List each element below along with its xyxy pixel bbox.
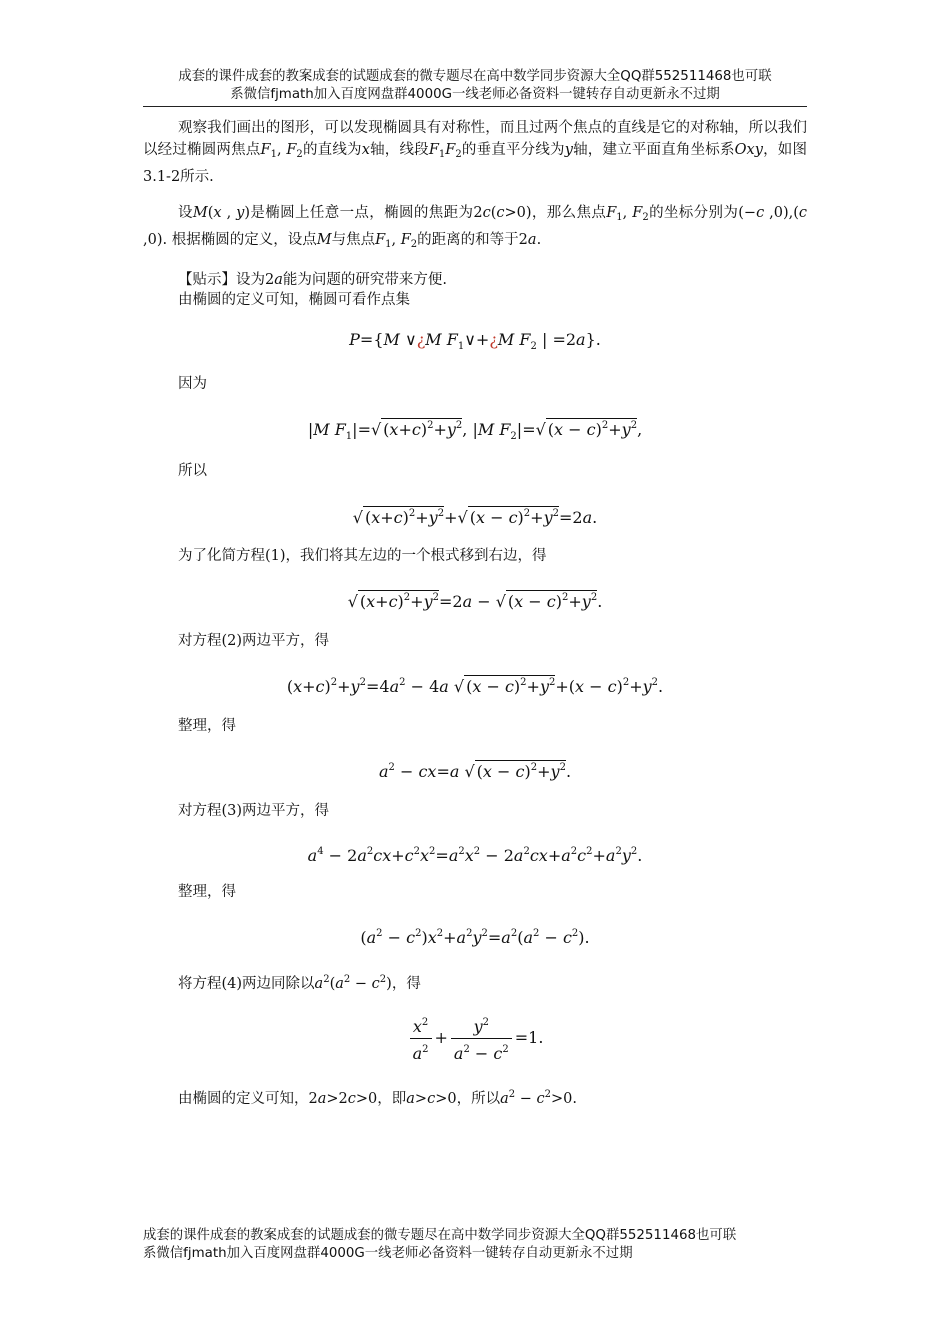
tip-label: 【贴示】	[178, 272, 236, 288]
equation-2: √ $(x+c)^2+y^2=2a$ − √ $(x - c)^2+y^2$.	[347, 592, 603, 611]
equation-4: $(a^2 - c^2)x^2+a^2y^2=a^2(a^2 - c^2)$.	[360, 928, 590, 947]
so-line: 所以	[178, 463, 207, 479]
square-2-line: 对方程(2)两边平方，得	[178, 633, 330, 649]
paragraph-symmetry: 观察我们画出的图形，可以发现椭圆具有对称性，而且过两个焦点的直线是它的对称轴，所以我们以经过椭圆两焦点$F_1$, $F_2$的直线为x轴，线段$F_1F_2$的垂直平分线为y轴，建立平面直角坐标系Oxy，如图3.1-2所示.	[143, 120, 807, 185]
equation-point-set: P={M ∨¿M $F_1\vee+¿M$ $F_2$ | =2a}.	[349, 330, 601, 352]
divide-line: 将方程(4)两边同除以$a^2(a^2 - c^2)$，得	[178, 974, 421, 992]
definition-line: 由椭圆的定义可知，椭圆可看作点集	[178, 292, 410, 308]
header-divider	[143, 106, 807, 107]
equation-ellipse-standard: $\frac{x^2}{a^2}$ + $\frac{y^2}{a^2 - c^2}$ =1.	[143, 1012, 807, 1065]
header-line-2: 系微信fjmath加入百度网盘群4000G一线老师必备资料一键转存自动更新永不过期	[230, 87, 720, 102]
page-footer	[143, 1227, 807, 1263]
page-header	[143, 68, 807, 104]
paragraph-setup: 设M(x , y)是椭圆上任意一点，椭圆的焦距为2c(c>0)，那么焦点$F_1$, $F_2$的坐标分别为(−c ,0),(c ,0). 根据椭圆的定义，设点M与焦点$F_1$, $F_2$的距离的和等于2a.	[143, 205, 808, 250]
equation-1: √ $(x+c)^2+y^2+√$ $(x - c)^2+y^2=2a$.	[352, 508, 598, 527]
footer-line-1: 成套的课件成套的教案成套的试题成套的微专题尽在高中数学同步资源大全QQ群552511468也可联	[143, 1228, 737, 1243]
arrange-1-line: 整理，得	[178, 718, 236, 734]
equation-distances: |M $F_1|=√$ $(x+c)^2+y^2$, |M $F_2|=√$ $(x - c)^2+y^2$,	[307, 420, 643, 442]
equation-squared-2: $(x+c)^2+y^2=4a^2 - 4a$ √ $(x - c)^2+y^2+(x - c)^2+y^2$.	[286, 677, 664, 696]
simplify-line: 为了化简方程(1)，我们将其左边的一个根式移到右边，得	[178, 548, 547, 564]
equation-squared-3: $a^4 - 2a^2cx+c^2x^2=a^2x^2 - 2a^2cx+a^2c^2+a^2y^2$.	[307, 846, 643, 865]
tip-line: 【贴示】设为2a能为问题的研究带来方便.	[178, 272, 447, 288]
equation-3: $a^2 - cx=a$ √ $(x - c)^2+y^2$.	[378, 762, 572, 781]
header-line-1: 成套的课件成套的教案成套的试题成套的微专题尽在高中数学同步资源大全QQ群552511468也可联	[178, 69, 772, 84]
conclusion-line: 由椭圆的定义可知，2a>2c>0，即a>c>0，所以$a^2 - c^2>0$.	[178, 1089, 577, 1107]
because-line: 因为	[178, 376, 207, 392]
square-3-line: 对方程(3)两边平方，得	[178, 803, 330, 819]
footer-line-2: 系微信fjmath加入百度网盘群4000G一线老师必备资料一键转存自动更新永不过期	[143, 1246, 633, 1261]
arrange-2-line: 整理，得	[178, 884, 236, 900]
